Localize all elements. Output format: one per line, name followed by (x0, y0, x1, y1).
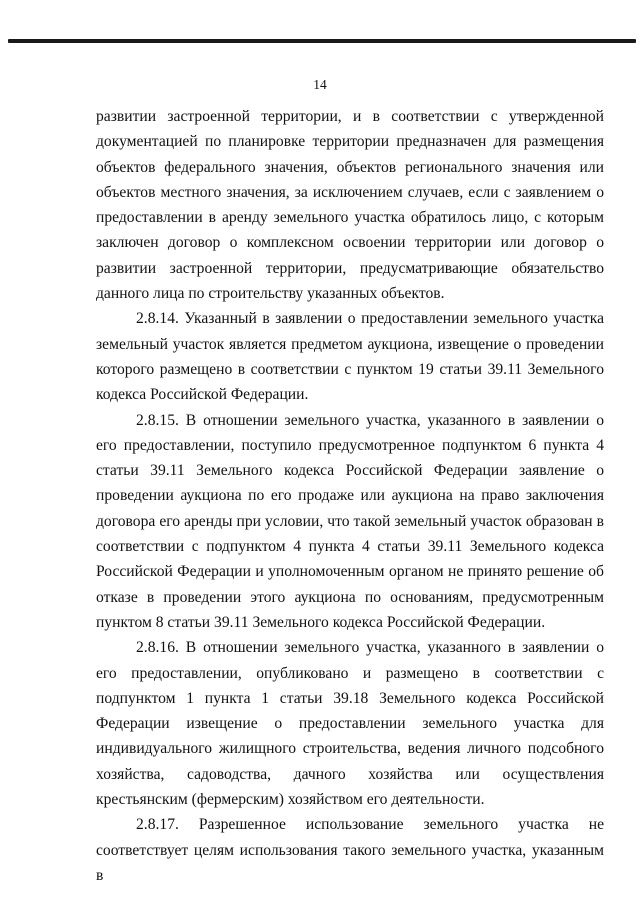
paragraph-2-8-16: 2.8.16. В отношении земельного участка, указанного в заявлении о его предоставлении, опубликовано и размещено в соответствии с подпунктом 1 пункта 1 статьи 39.18 Земельного кодекса Российской Федерации извещение о предоставлении земельного участка для индивидуального жилищного строительства, ведения личного подсобного хозяйства, садоводства, дачного хозяйства или осуществления крестьянским (фермерским) хозяйством его деятельности. (96, 639, 604, 809)
page-number: 14 (313, 77, 327, 92)
paragraph-2-8-15: 2.8.15. В отношении земельного участка, указанного в заявлении о его предоставлении, поступило предусмотренное подпунктом 6 пункта 4 статьи 39.11 Земельного кодекса Российской Федерации заявление о проведении аукциона по его продаже или аукциона на право заключения договора его аренды при условии, что такой земельный участок образован в соответствии с подпунктом 4 пункта 4 статьи 39.11 Земельного кодекса Российской Федерации и уполномоченным органом не принято решение об отказе в проведении этого аукциона по основаниям, предусмотренным пунктом 8 статьи 39.11 Земельного кодекса Российской Федерации. (96, 411, 604, 631)
paragraph-2-8-17: 2.8.17. Разрешенное использование земельного участка не соответствует целям использования такого земельного участка, указанным в (96, 816, 604, 884)
header-rule (8, 39, 636, 43)
paragraph-2-8-14: 2.8.14. Указанный в заявлении о предоставлении земельного участка земельный участок является предметом аукциона, извещение о проведении которого размещено в соответствии с пунктом 19 статьи 39.11 Земельного кодекса Российской Федерации. (96, 310, 604, 404)
paragraph-continuation: развитии застроенной территории, и в соответствии с утвержденной документацией по планировке территории предназначен для размещения объектов федерального значения, объектов регионального значения или объектов местного значения, за исключением случаев, если с заявлением о предоставлении в аренду земельного участка обратилось лицо, с которым заключен договор о комплексном освоении территории или договор о развитии застроенной территории, предусматривающие обязательство данного лица по строительству указанных объектов. (96, 108, 604, 303)
document-body (96, 104, 604, 888)
